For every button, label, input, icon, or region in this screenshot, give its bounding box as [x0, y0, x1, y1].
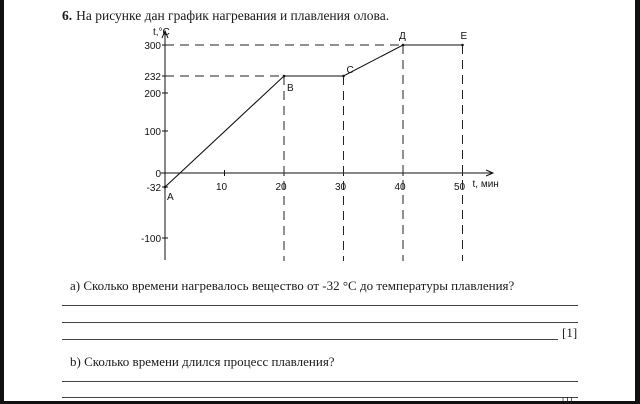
problem-text: На рисунке дан график нагревания и плавления олова.	[76, 8, 390, 23]
y-tick-label-0: 0	[155, 169, 161, 180]
point-label-E: E	[460, 31, 468, 42]
y-tick-label--32: -32	[146, 183, 161, 194]
point-label-C: C	[346, 65, 354, 76]
question-b-marks: [1]	[562, 397, 573, 403]
question-b: b) Сколько времени длился процесс плавления?	[70, 354, 335, 369]
series-line	[165, 45, 463, 187]
x-axis-label: t, мин	[472, 179, 499, 190]
y-tick-label-100: 100	[144, 127, 161, 138]
data-point-E	[461, 44, 464, 47]
question-a: a) Сколько времени нагревалось вещество от -32 °C до температуры плавления?	[70, 278, 515, 293]
answer-line-a3	[62, 339, 558, 340]
x-tick-label-10: 10	[215, 182, 228, 193]
y-tick-label-200: 200	[144, 89, 161, 100]
y-tick-label--100: -100	[140, 234, 161, 245]
y-tick-label-232: 232	[144, 72, 161, 83]
x-tick-label-30: 30	[334, 182, 347, 193]
point-label-Д: Д	[399, 31, 406, 42]
problem-number: 6.	[62, 8, 73, 23]
data-point-B	[283, 75, 286, 78]
y-axis-label: t,°C	[153, 27, 170, 38]
data-point-C	[342, 75, 345, 78]
answer-line-a2	[62, 322, 578, 323]
x-tick-label-50: 50	[453, 182, 466, 193]
answer-line-a1	[62, 305, 578, 306]
y-tick-label-300: 300	[144, 41, 161, 52]
data-point-A	[164, 186, 167, 189]
point-label-A: A	[167, 192, 174, 203]
x-tick-label-40: 40	[394, 182, 406, 193]
answer-line-b2	[62, 397, 578, 398]
data-point-Д	[402, 44, 405, 47]
answer-line-b1	[62, 381, 578, 382]
question-a-marks: [1]	[562, 325, 578, 340]
point-label-B: B	[287, 83, 294, 94]
x-tick-label-20: 20	[275, 182, 287, 193]
